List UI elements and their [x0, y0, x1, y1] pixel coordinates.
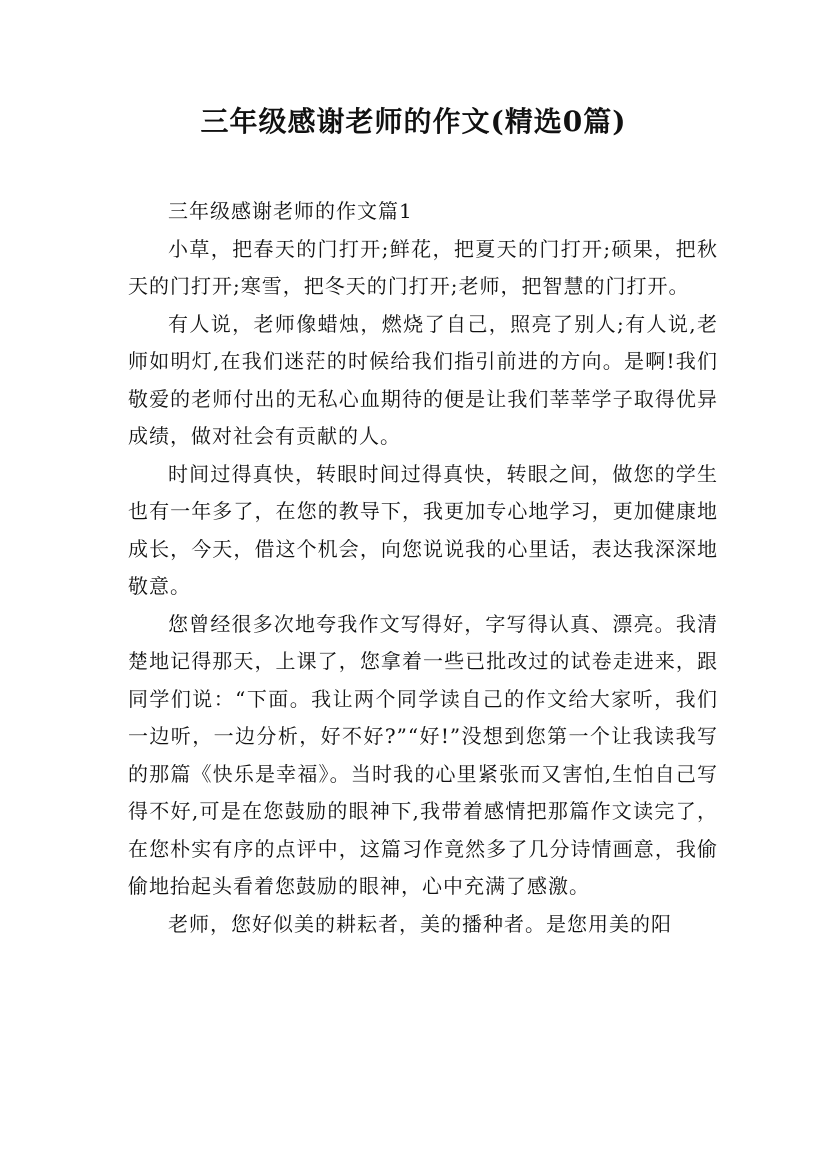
paragraph: 老师，您好似美的耕耘者，美的播种者。是您用美的阳: [168, 911, 672, 936]
section-heading: 三年级感谢老师的作文篇1: [168, 199, 413, 223]
paragraph: 时间过得真快，转眼时间过得真快，转眼之间，做您的学生也有一年多了，在您的教导下，我更加专心地学习，更加健康地成长，今天，借这个机会，向您说说我的心里话，表达我深深地敬意。: [128, 461, 718, 598]
paragraph: 小草，把春天的门打开;鲜花，把夏天的门打开;硕果，把秋天的门打开;寒雪，把冬天的门打开;老师，把智慧的门打开。: [128, 236, 718, 298]
paragraph: 有人说，老师像蜡烛，燃烧了自己，照亮了别人;有人说,老师如明灯,在我们迷茫的时候给我们指引前进的方向。是啊!我们敬爱的老师付出的无私心血期待的便是让我们莘莘学子取得优异成绩，做对社会有贡献的人。: [128, 311, 718, 448]
document-body: [128, 193, 718, 943]
document-title: 三年级感谢老师的作文(精选0篇): [200, 105, 627, 138]
paragraph: 您曾经很多次地夸我作文写得好，字写得认真、漂亮。我清楚地记得那天，上课了，您拿着一些已批改过的试卷走进来，跟同学们说：“下面。我让两个同学读自己的作文给大家听，我们一边听，一边分析，好不好?”“好!”没想到您第一个让我读我写的那篇《快乐是幸福》。当时我的心里紧张而又害怕,生怕自己写得不好,可是在您鼓励的眼神下,我带着感情把那篇作文读完了，在您朴实有序的点评中，这篇习作竟然多了几分诗情画意，我偷偷地抬起头看着您鼓励的眼神，心中充满了感激。: [128, 611, 718, 898]
